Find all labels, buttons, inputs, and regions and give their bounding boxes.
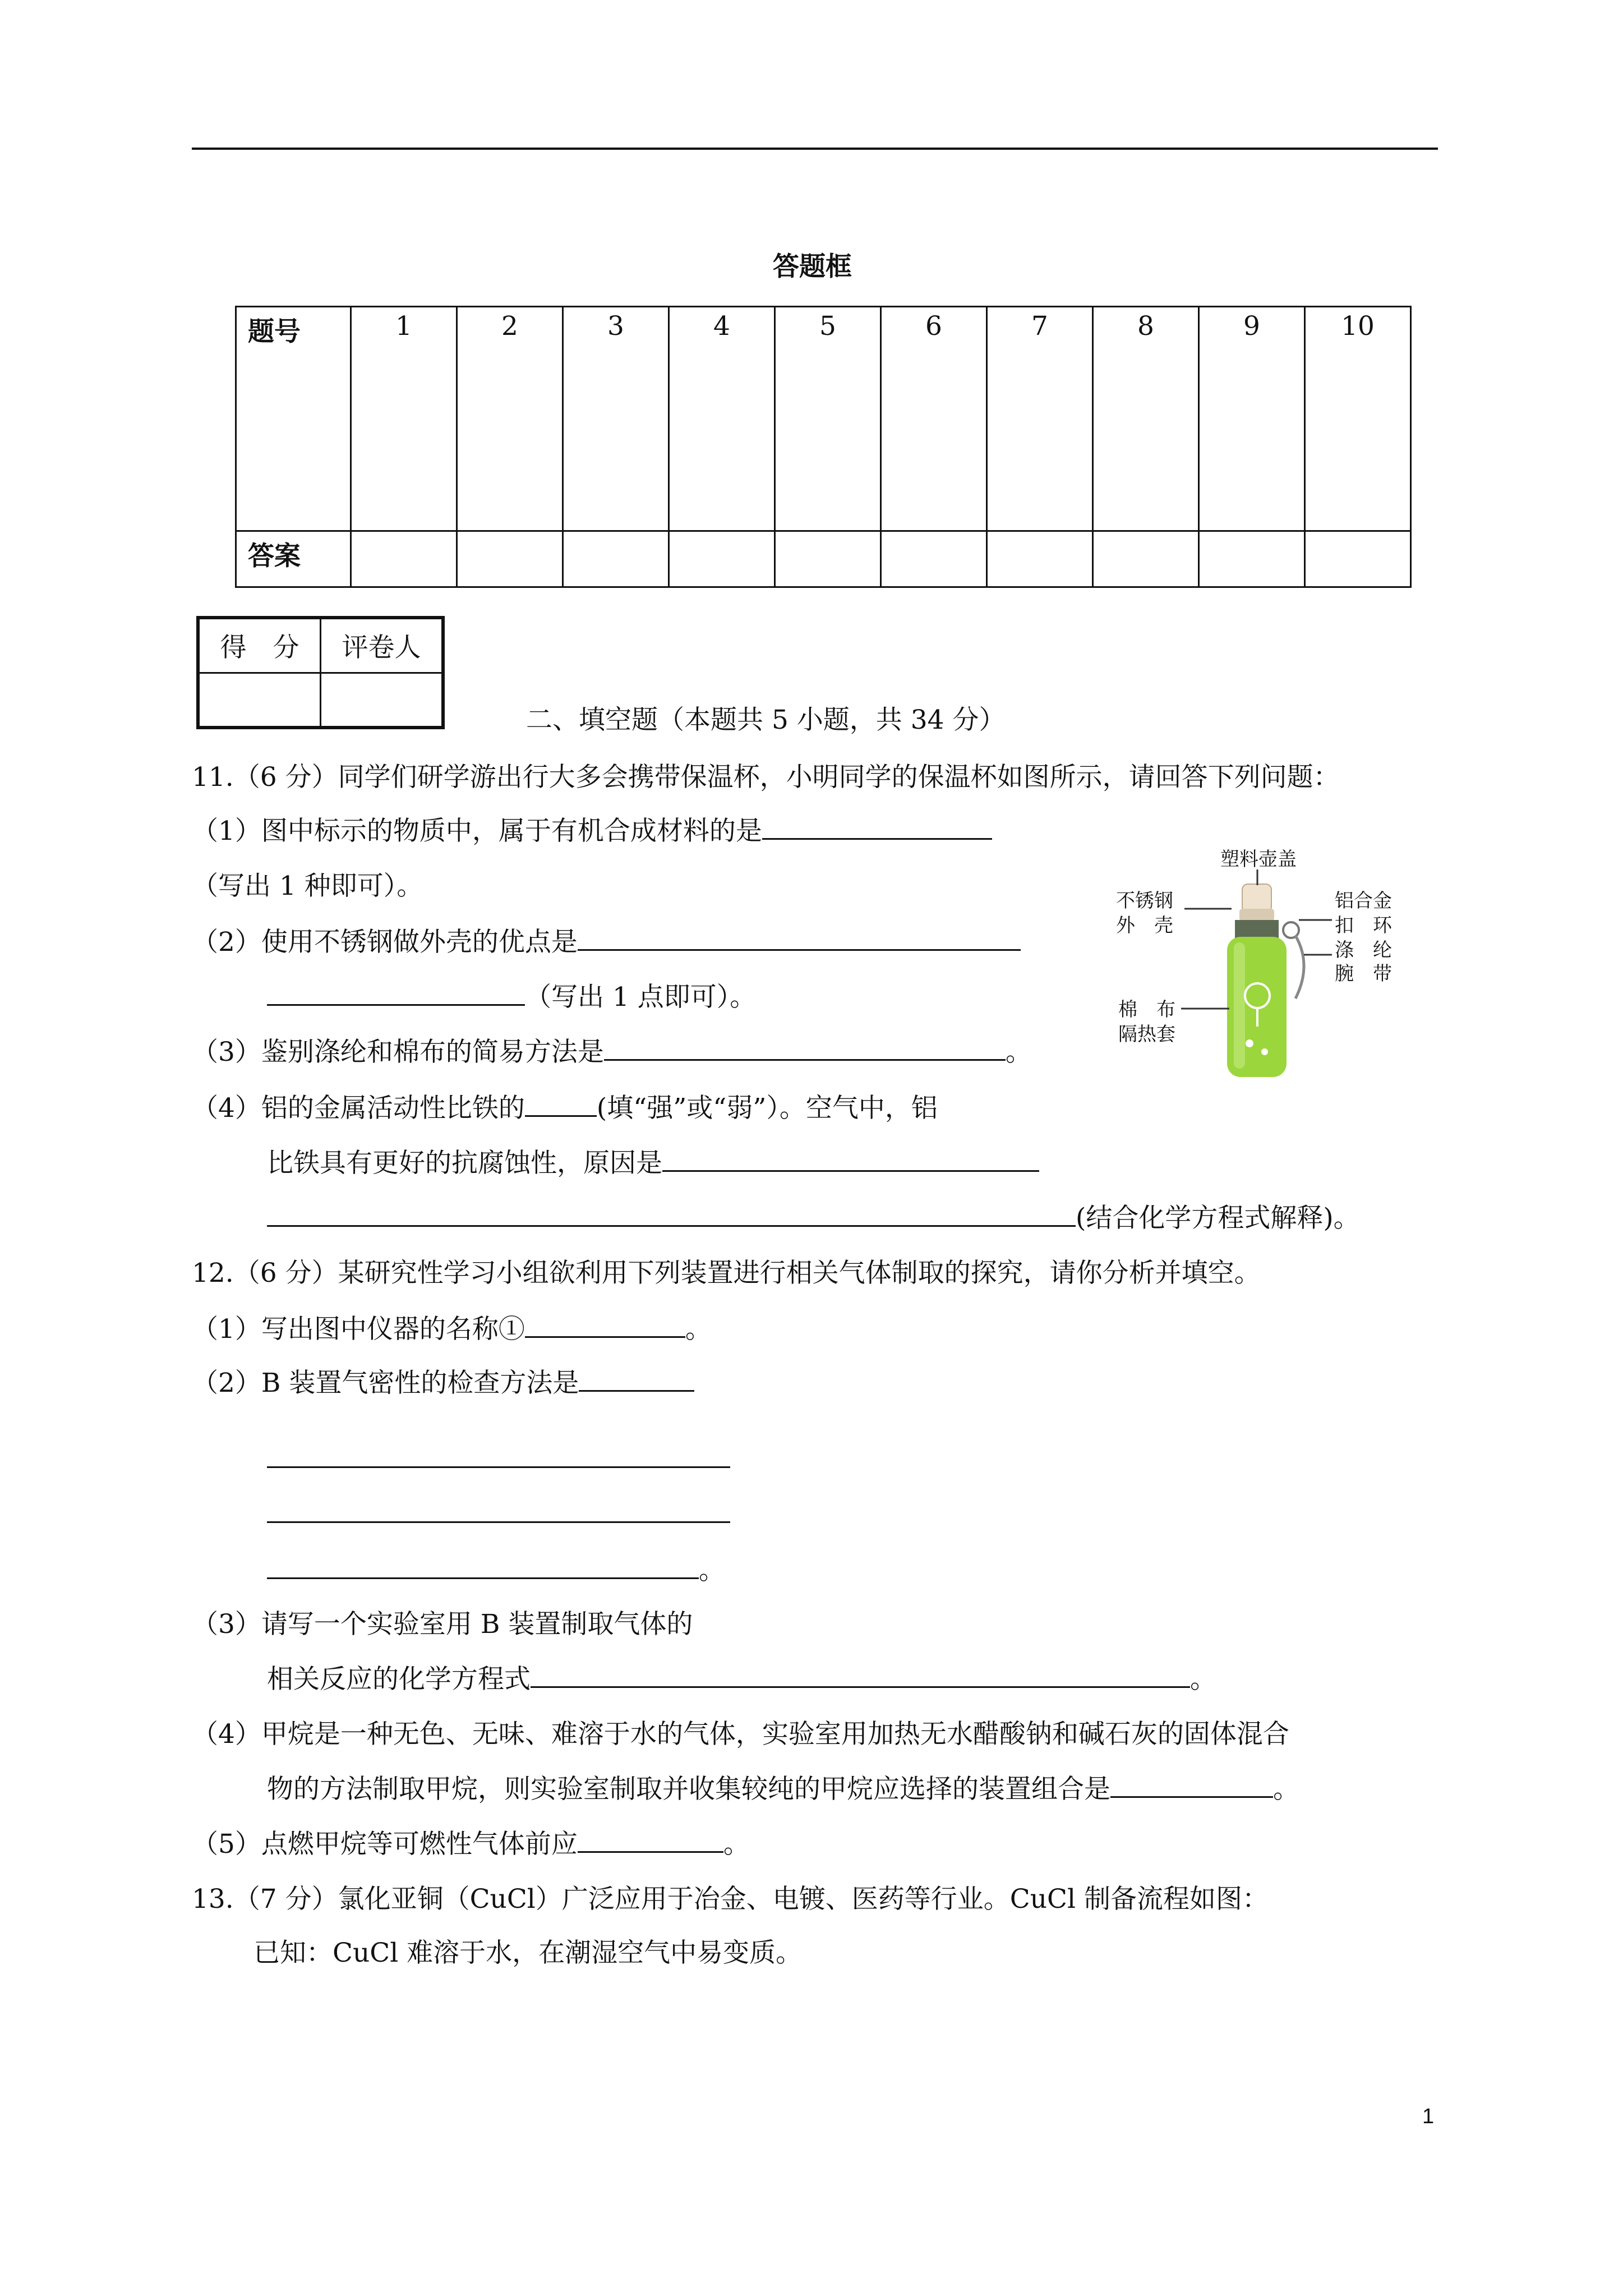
- q13-stem: 13.（7 分）氯化亚铜（CuCl）广泛应用于冶金、电镀、医药等行业。CuCl 制备流程如图：: [192, 1884, 1269, 1915]
- label-polyester: 涤 纶: [1335, 939, 1392, 961]
- q13-note: 已知：CuCl 难溶于水，在潮湿空气中易变质。: [253, 1938, 803, 1968]
- answer-table-answer-row: [236, 531, 1411, 587]
- q-number: 5: [775, 307, 881, 531]
- q11-p4-blank2[interactable]: [662, 1148, 1039, 1172]
- grader-cell[interactable]: [321, 673, 444, 728]
- q11-p3-blank[interactable]: [604, 1037, 1006, 1061]
- answer-cell[interactable]: [1199, 531, 1305, 587]
- answer-cell[interactable]: [457, 531, 563, 587]
- q11-stem: 11.（6 分）同学们研学游出行大多会携带保温杯，小明同学的保温杯如图所示，请回答下列问题：: [192, 762, 1340, 793]
- q12-p4-blank[interactable]: [1110, 1774, 1273, 1798]
- q11-p2-note: （写出 1 点即可）。: [525, 982, 757, 1013]
- label-strap: 腕 带: [1335, 963, 1392, 985]
- q12-part3-line2: 相关反应的化学方程式 。: [267, 1664, 1216, 1695]
- answer-cell[interactable]: [563, 531, 669, 587]
- q12-p2-blank[interactable]: [579, 1368, 694, 1392]
- answer-cell[interactable]: [1093, 531, 1199, 587]
- q12-stem: 12.（6 分）某研究性学习小组欲利用下列装置进行相关气体制取的探究，请你分析并填空。: [192, 1258, 1261, 1289]
- q12-part4: （4）甲烷是一种无色、无味、难溶于水的气体，实验室用加热无水醋酸钠和碱石灰的固体混合: [192, 1719, 1289, 1750]
- q11-part4-line2: 比铁具有更好的抗腐蚀性，原因是: [267, 1147, 1039, 1180]
- q-number: 8: [1093, 307, 1199, 531]
- q-number: 10: [1305, 307, 1411, 531]
- score-cell[interactable]: [198, 673, 321, 728]
- q12-p2-blank4[interactable]: [267, 1555, 699, 1579]
- q11-p4-blank3[interactable]: [267, 1203, 1076, 1227]
- q11-p1-text: （1）图中标示的物质中，属于有机合成材料的是: [192, 816, 762, 846]
- q11-part1-note: （写出 1 种即可）。: [192, 871, 423, 901]
- q11-p2-text: （2）使用不锈钢做外壳的优点是: [192, 927, 578, 958]
- q11-p4-text: （4）铝的金属活动性比铁的: [192, 1093, 525, 1124]
- q11-p4-blank[interactable]: [525, 1093, 597, 1117]
- q12-part2-end: 。: [267, 1554, 725, 1588]
- score-box: [196, 616, 445, 729]
- q12-part2: （2）B 装置气密性的检查方法是: [192, 1366, 694, 1400]
- q12-part4-line2: 物的方法制取甲烷，则实验室制取并收集较纯的甲烷应选择的装置组合是 。: [267, 1774, 1299, 1805]
- label-shell: 外 壳: [1116, 914, 1173, 937]
- label-ring: 扣 环: [1335, 914, 1392, 937]
- q11-part4: （4）铝的金属活动性比铁的 (填“强”或“弱”）。空气中，铝: [192, 1093, 938, 1124]
- label-alloy: 铝合金: [1335, 890, 1392, 912]
- q-number: 3: [563, 307, 669, 531]
- answer-table-title: 答题框: [773, 251, 852, 282]
- q11-p2-blank[interactable]: [578, 927, 1021, 951]
- q11-p2-blank2[interactable]: [267, 982, 525, 1006]
- answer-cell[interactable]: [881, 531, 987, 587]
- answer-cell[interactable]: [987, 531, 1093, 587]
- label-steel: 不锈钢: [1116, 890, 1173, 912]
- q12-p2-blank3[interactable]: [267, 1521, 730, 1523]
- number-header: 题号: [236, 307, 351, 531]
- section-title: 二、填空题（本题共 5 小题，共 34 分）: [526, 705, 1006, 735]
- q-number: 4: [669, 307, 775, 531]
- q12-p5-blank[interactable]: [578, 1829, 723, 1853]
- q-number: 7: [987, 307, 1093, 531]
- q11-part2-cont: [267, 981, 756, 1014]
- q11-p1-blank[interactable]: [762, 816, 992, 840]
- q12-p2-blank2[interactable]: [267, 1466, 730, 1468]
- q12-p1-blank[interactable]: [525, 1314, 685, 1338]
- q-number: 9: [1199, 307, 1305, 531]
- answer-table-number-row: [236, 307, 1411, 531]
- q-number: 1: [351, 307, 457, 531]
- answer-cell[interactable]: [669, 531, 775, 587]
- q12-part3: （3）请写一个实验室用 B 装置制取气体的: [192, 1609, 693, 1640]
- answer-header: 答案: [236, 531, 351, 587]
- q-number: 6: [881, 307, 987, 531]
- q11-part2: [192, 926, 1021, 959]
- page-number: 1: [1422, 2105, 1435, 2128]
- header-rule: [192, 148, 1438, 150]
- q12-p3-blank[interactable]: [531, 1664, 1190, 1688]
- grader-label: 评卷人: [321, 618, 444, 673]
- thermos-figure: [1110, 830, 1402, 1088]
- q11-p3-text: （3）鉴别涤纶和棉布的简易方法是: [192, 1037, 604, 1068]
- q11-part1: [192, 815, 992, 848]
- label-sleeve: 隔热套: [1118, 1023, 1175, 1046]
- answer-cell[interactable]: [1305, 531, 1411, 587]
- answer-table: [235, 306, 1412, 588]
- answer-cell[interactable]: [775, 531, 881, 587]
- score-label: 得 分: [198, 618, 321, 673]
- label-cotton: 棉 布: [1118, 999, 1175, 1021]
- q12-part5: （5）点燃甲烷等可燃性气体前应 。: [192, 1829, 750, 1860]
- answer-cell[interactable]: [351, 531, 457, 587]
- q-number: 2: [457, 307, 563, 531]
- label-lid: 塑料壶盖: [1220, 848, 1297, 871]
- q12-part1: （1）写出图中仪器的名称① 。: [192, 1314, 712, 1345]
- q11-part4-line3: (结合化学方程式解释)。: [267, 1202, 1360, 1235]
- q11-part3: （3）鉴别涤纶和棉布的简易方法是 。: [192, 1037, 1032, 1068]
